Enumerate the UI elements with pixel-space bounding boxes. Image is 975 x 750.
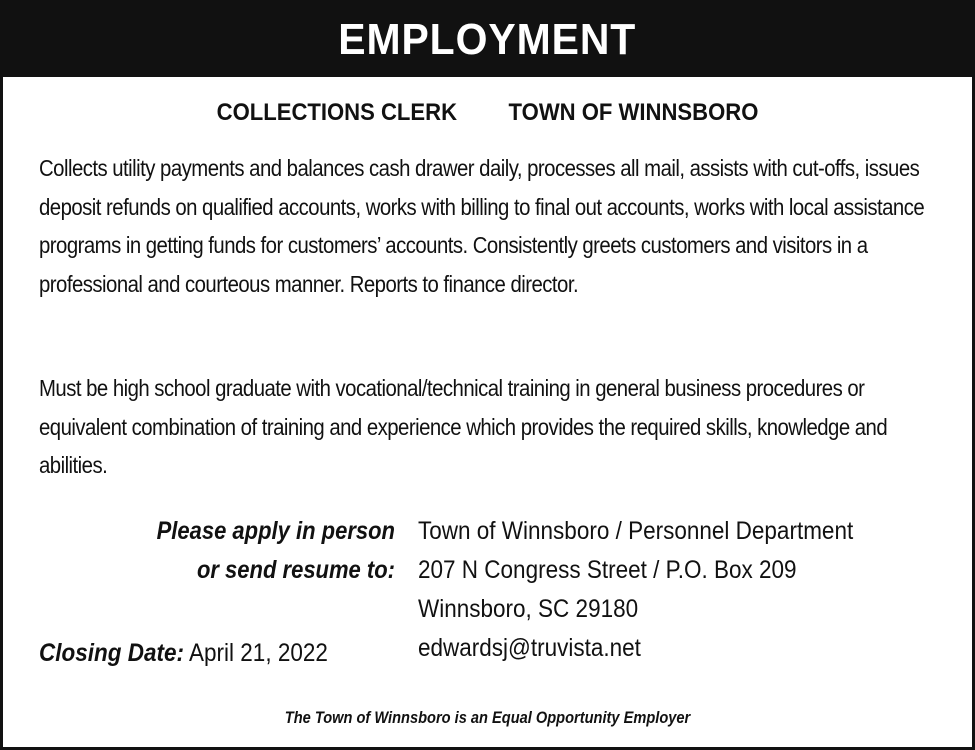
banner-title: EMPLOYMENT (338, 15, 637, 64)
job-description: Collects utility payments and balances cash drawer daily, processes all mail, assists with cut-offs, issues deposit refunds on qualified accounts, works with billing to final out accounts, works with local assistance programs in getting funds for customers’ accounts. Consistently greets customers and visitors in a professional and courteous manner. Reports to finance director. (39, 155, 925, 297)
address-line: Town of Winnsboro / Personnel Department (418, 517, 854, 545)
closing-date-value: April 21, 2022 (189, 639, 328, 667)
address-line: Winnsboro, SC 29180 (418, 595, 639, 623)
job-header (42, 99, 933, 135)
job-employer: TOWN OF WINNSBORO (508, 99, 759, 126)
closing-date-label: Closing Date: (39, 639, 185, 667)
contact-email: edwardsj@truvista.net (418, 634, 641, 662)
address-line: 207 N Congress Street / P.O. Box 209 (418, 556, 797, 584)
closing-date (39, 639, 328, 668)
banner (3, 3, 972, 77)
apply-label-line1: Please apply in person (156, 517, 395, 545)
eoe-statement: The Town of Winnsboro is an Equal Opportunity Employer (284, 708, 691, 727)
apply-label-line2: or send resume to: (196, 556, 395, 584)
job-position: COLLECTIONS CLERK (216, 99, 458, 126)
job-requirements: Must be high school graduate with vocational/technical training in general business procedures or equivalent combination of training and experience which provides the required skills, knowledge and abilities. (39, 375, 888, 478)
